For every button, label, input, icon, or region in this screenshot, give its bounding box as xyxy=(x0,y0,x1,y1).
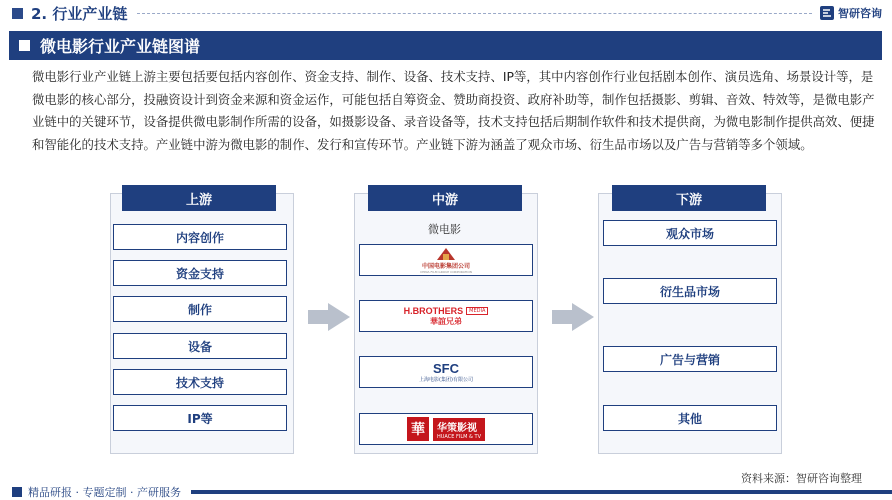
footer-bar xyxy=(0,484,892,500)
top-bar xyxy=(0,0,892,26)
downstream-header: 下游 xyxy=(612,185,766,211)
downstream-item: 衍生品市场 xyxy=(603,278,777,304)
upstream-item: 资金支持 xyxy=(113,260,287,286)
hbrothers-name: H.BROTHERS xyxy=(403,305,464,316)
cfgc-name: 中国电影集团公司 xyxy=(421,262,470,270)
cfgc-subname: CHINA FILM GROUP CORPORATION xyxy=(420,269,472,274)
company-logo-sfc xyxy=(359,356,533,388)
upstream-item: 技术支持 xyxy=(113,369,287,395)
sfc-subname: 上海电影(集团)有限公司 xyxy=(419,377,473,383)
company-logo-cfgc xyxy=(359,244,533,276)
footer-text: 精品研报 · 专题定制 · 产研服务 xyxy=(28,486,181,499)
cfgc-emblem-icon xyxy=(435,247,457,261)
footer-marker-icon xyxy=(12,487,22,497)
flow-arrow-shaft xyxy=(308,310,330,324)
flow-arrow-icon xyxy=(328,303,350,331)
header-divider xyxy=(137,13,812,14)
midstream-header: 中游 xyxy=(368,185,522,211)
huace-name: 华策影视 xyxy=(437,422,477,434)
section-marker-icon xyxy=(12,8,23,19)
flow-arrow-icon xyxy=(572,303,594,331)
company-logo-hbrothers xyxy=(359,300,533,332)
footer-line xyxy=(191,490,892,494)
flow-arrow-shaft xyxy=(552,310,574,324)
intro-paragraph: 微电影行业产业链上游主要包括要包括内容创作、资金支持、制作、设备、技术支持、IP等，其中内容创作行业包括剧本创作、演员选角、场景设计等，是微电影的核心部分，投融资设计到资金来源和资金运作，可能包括自筹资金、赞助商投资、政府补助等，制作包括摄影、剪辑、音效、特效等，是微电影产业链中的关键环节，设备提供微电影制作所需的设备，如摄影设备、录音设备等，技术支持包括后期制作软件和技术提供商，为微电影制作提供高效、便捷和智能化的技术支持。产业链中游为微电影的制作、发行和宣传环节。产业链下游为涵盖了观众市场、衍生品市场以及广告与营销等多个领域。 xyxy=(32,69,875,152)
hbrothers-subname: 華誼兄弟 xyxy=(429,316,462,326)
brand-mark-icon xyxy=(820,6,834,20)
hbrothers-tag: MEDIA xyxy=(466,307,488,315)
source-note: 资料来源：智研咨询整理 xyxy=(741,472,862,485)
company-logo-huace xyxy=(359,413,533,445)
upstream-item: IP等 xyxy=(113,405,287,431)
section-title: 2. 行业产业链 xyxy=(31,4,128,23)
downstream-item: 观众市场 xyxy=(603,220,777,246)
banner-marker-icon xyxy=(19,40,30,51)
title-banner xyxy=(9,31,882,60)
downstream-item: 广告与营销 xyxy=(603,346,777,372)
huace-subname: HUACE FILM & TV xyxy=(437,433,481,440)
page-title: 微电影行业产业链图谱 xyxy=(40,37,201,56)
upstream-item: 制作 xyxy=(113,296,287,322)
upstream-item: 内容创作 xyxy=(113,224,287,250)
upstream-item: 设备 xyxy=(113,333,287,359)
huace-mark-icon: 華 xyxy=(407,417,429,441)
brand-name: 智研咨询 xyxy=(838,7,882,20)
brand-logo xyxy=(820,5,882,21)
midstream-label: 微电影 xyxy=(428,223,461,236)
downstream-item: 其他 xyxy=(603,405,777,431)
upstream-header: 上游 xyxy=(122,185,276,211)
sfc-name: SFC xyxy=(433,361,459,376)
